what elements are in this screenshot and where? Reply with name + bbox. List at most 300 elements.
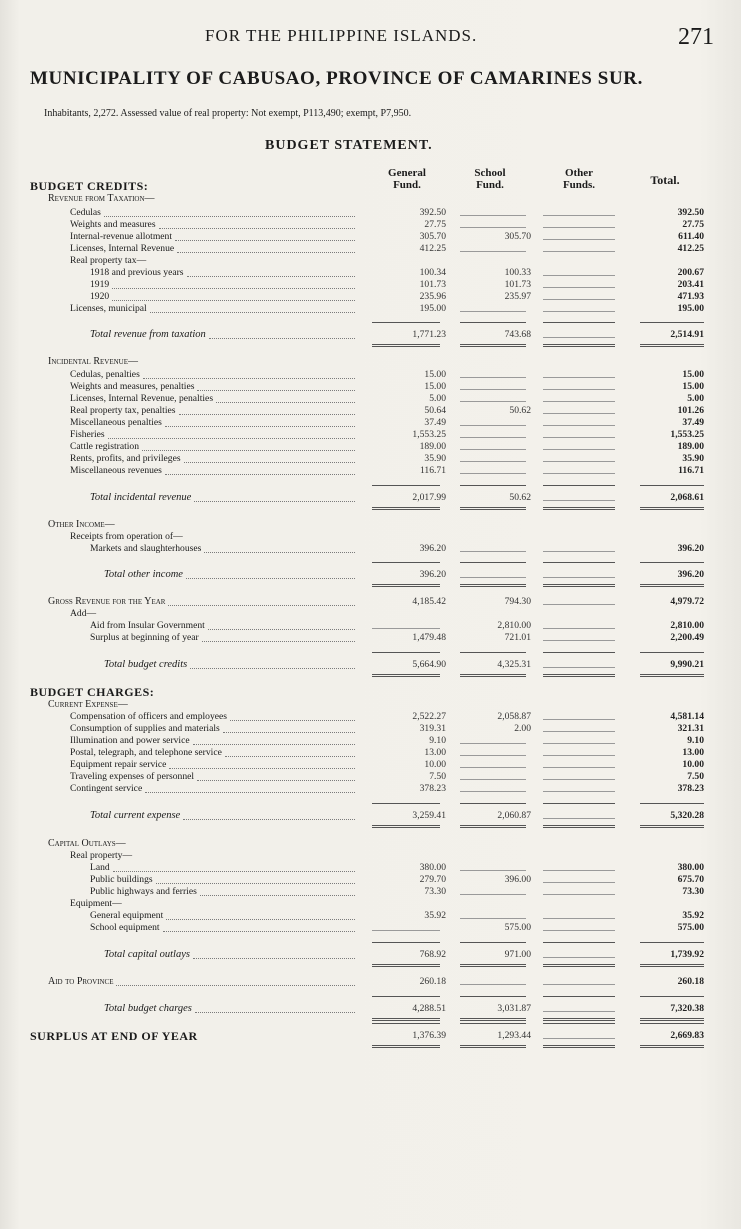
dot-leader	[183, 819, 355, 820]
total-double-rule	[640, 964, 704, 967]
empty-cell-line	[543, 311, 615, 312]
subtotal-rule	[640, 996, 704, 997]
school-fund-value: 235.97	[504, 291, 531, 302]
school-fund-value: 50.62	[509, 405, 531, 416]
empty-cell-line	[543, 930, 615, 931]
general-fund-value: 50.64	[424, 405, 446, 416]
row-label: SURPLUS AT END OF YEAR	[30, 1029, 198, 1043]
row-label: Real property—	[70, 850, 133, 861]
row-label: Internal-revenue allotment	[70, 231, 173, 242]
subtotal-rule	[372, 562, 440, 563]
empty-cell-line	[543, 628, 615, 629]
dot-leader	[179, 414, 355, 415]
column-header-total: Total.	[650, 173, 680, 187]
dot-leader	[202, 641, 355, 642]
table-row	[0, 711, 741, 723]
table-row	[0, 949, 741, 961]
table-row	[0, 303, 741, 315]
empty-cell-line	[460, 227, 526, 228]
school-fund-value: 2,060.87	[497, 810, 531, 821]
row-label: General equipment	[90, 910, 164, 921]
dot-leader	[166, 919, 355, 920]
total-double-rule	[543, 1045, 615, 1048]
row-label: Compensation of officers and employees	[70, 711, 228, 722]
school-fund-value: 794.30	[504, 596, 531, 607]
table-row	[0, 735, 741, 747]
school-fund-value: 4,325.31	[497, 659, 531, 670]
empty-cell-line	[460, 389, 526, 390]
row-label: Cattle registration	[70, 441, 140, 452]
total-value: 260.18	[677, 976, 704, 987]
empty-cell-line	[543, 640, 615, 641]
total-value: 9.10	[687, 735, 704, 746]
empty-cell-line	[460, 984, 526, 985]
school-fund-value: 50.62	[509, 492, 531, 503]
table-row	[0, 180, 741, 192]
total-value: 189.00	[677, 441, 704, 452]
row-label: Licenses, Internal Revenue, penalties	[70, 393, 214, 404]
row-label: Real property tax—	[70, 255, 147, 266]
subtotal-rule	[460, 996, 526, 997]
total-value: 321.31	[677, 723, 704, 734]
dot-leader	[108, 438, 355, 439]
dot-leader	[197, 390, 355, 391]
total-value: 412.25	[677, 243, 704, 254]
total-value: 396.20	[677, 569, 704, 580]
dot-leader	[186, 578, 355, 579]
general-fund-value: 1,479.48	[412, 632, 446, 643]
dot-leader	[150, 312, 355, 313]
total-double-rule	[640, 674, 704, 677]
table-row	[0, 771, 741, 783]
row-label: Consumption of supplies and materials	[70, 723, 220, 734]
row-label: Equipment repair service	[70, 759, 167, 770]
table-row	[0, 910, 741, 922]
total-value: 396.20	[677, 543, 704, 554]
total-value: 1,553.25	[670, 429, 704, 440]
empty-cell-line	[543, 337, 615, 338]
row-label: Total other income	[104, 569, 183, 580]
general-fund-value: 396.20	[419, 543, 446, 554]
row-label: BUDGET CHARGES:	[30, 685, 155, 699]
dot-leader	[175, 240, 355, 241]
empty-cell-line	[543, 667, 615, 668]
empty-cell-line	[543, 227, 615, 228]
empty-cell-line	[460, 461, 526, 462]
empty-cell-line	[543, 870, 615, 871]
dot-leader	[177, 252, 355, 253]
dot-leader	[184, 462, 355, 463]
table-row	[0, 441, 741, 453]
page-number: 271	[678, 24, 714, 50]
general-fund-value: 35.92	[424, 910, 446, 921]
total-double-rule	[640, 1045, 704, 1048]
row-label: Surplus at beginning of year	[90, 632, 199, 643]
table-row	[0, 543, 741, 555]
table-row	[0, 255, 741, 267]
empty-cell-line	[543, 239, 615, 240]
dot-leader	[113, 871, 355, 872]
total-double-rule	[460, 507, 526, 510]
subtotal-rule	[372, 803, 440, 804]
total-value: 13.00	[682, 747, 704, 758]
table-row	[0, 723, 741, 735]
empty-cell-line	[543, 918, 615, 919]
row-label: Miscellaneous revenues	[70, 465, 162, 476]
total-double-rule	[543, 825, 615, 828]
table-row	[0, 429, 741, 441]
total-double-rule	[460, 674, 526, 677]
general-fund-value: 5.00	[429, 393, 446, 404]
row-label: Total capital outlays	[104, 949, 190, 960]
general-fund-value: 100.34	[419, 267, 446, 278]
total-value: 380.00	[677, 862, 704, 873]
table-row	[0, 381, 741, 393]
general-fund-value: 412.25	[419, 243, 446, 254]
dot-leader	[112, 300, 355, 301]
subtotal-rule	[640, 322, 704, 323]
dot-leader	[163, 931, 355, 932]
total-double-rule	[460, 1018, 526, 1021]
empty-cell-line	[543, 604, 615, 605]
empty-cell-line	[543, 425, 615, 426]
table-row	[0, 207, 741, 219]
total-double-rule	[460, 344, 526, 347]
school-fund-value: 575.00	[504, 922, 531, 933]
row-label: Add—	[70, 608, 97, 619]
table-row	[0, 291, 741, 303]
total-value: 116.71	[678, 465, 704, 476]
dot-leader	[159, 228, 355, 229]
general-fund-value: 73.30	[424, 886, 446, 897]
empty-cell-line	[460, 870, 526, 871]
dot-leader	[165, 426, 355, 427]
subtotal-rule	[640, 803, 704, 804]
dot-leader	[223, 732, 355, 733]
empty-cell-line	[460, 311, 526, 312]
empty-cell-line	[543, 473, 615, 474]
dot-leader	[195, 1012, 355, 1013]
table-row	[0, 862, 741, 874]
row-label: Total budget charges	[104, 1003, 192, 1014]
general-fund-value: 116.71	[419, 465, 446, 476]
subtotal-rule	[543, 942, 615, 943]
row-label: Revenue from Taxation—	[48, 193, 155, 204]
subtotal-rule	[543, 562, 615, 563]
total-value: 15.00	[682, 381, 704, 392]
dot-leader	[142, 450, 355, 451]
row-label: Gross Revenue for the Year	[48, 596, 166, 607]
school-fund-value: 1,293.44	[497, 1030, 531, 1041]
row-label: Rents, profits, and privileges	[70, 453, 181, 464]
total-value: 9,990.21	[670, 659, 704, 670]
dot-leader	[190, 668, 355, 669]
total-double-rule	[372, 584, 440, 587]
total-double-rule	[640, 825, 704, 828]
general-fund-value: 260.18	[419, 976, 446, 987]
total-double-rule	[372, 344, 440, 347]
subtotal-rule	[543, 803, 615, 804]
table-row	[0, 886, 741, 898]
row-label: School equipment	[90, 922, 160, 933]
empty-cell-line	[543, 731, 615, 732]
empty-cell-line	[543, 275, 615, 276]
empty-cell-line	[543, 577, 615, 578]
total-value: 27.75	[682, 219, 704, 230]
general-fund-value: 35.90	[424, 453, 446, 464]
table-row	[0, 569, 741, 581]
dot-leader	[168, 605, 355, 606]
table-row	[0, 608, 741, 620]
dot-leader	[209, 338, 355, 339]
empty-cell-line	[543, 1011, 615, 1012]
total-value: 611.40	[678, 231, 704, 242]
empty-cell-line	[460, 425, 526, 426]
row-label: 1918 and previous years	[90, 267, 184, 278]
dot-leader	[116, 985, 355, 986]
empty-cell-line	[460, 551, 526, 552]
total-value: 101.26	[677, 405, 704, 416]
total-value: 378.23	[677, 783, 704, 794]
row-label: Total incidental revenue	[90, 492, 192, 503]
empty-cell-line	[460, 377, 526, 378]
dot-leader	[230, 720, 355, 721]
table-row	[0, 874, 741, 886]
general-fund-value: 396.20	[419, 569, 446, 580]
total-double-rule	[372, 825, 440, 828]
empty-cell-line	[543, 818, 615, 819]
empty-cell-line	[543, 437, 615, 438]
empty-cell-line	[460, 755, 526, 756]
empty-cell-line	[460, 437, 526, 438]
school-fund-value: 100.33	[504, 267, 531, 278]
total-double-rule	[543, 584, 615, 587]
general-fund-value: 1,553.25	[412, 429, 446, 440]
total-value: 7,320.38	[670, 1003, 704, 1014]
total-value: 1,739.92	[670, 949, 704, 960]
total-double-rule	[543, 507, 615, 510]
total-double-rule	[460, 964, 526, 967]
general-fund-value: 4,288.51	[412, 1003, 446, 1014]
total-value: 2,810.00	[670, 620, 704, 631]
empty-cell-line	[372, 628, 440, 629]
dot-leader	[104, 216, 355, 217]
table-row	[0, 922, 741, 934]
dot-leader	[225, 756, 355, 757]
row-label: Total budget credits	[104, 659, 188, 670]
row-label: Total current expense	[90, 810, 181, 821]
empty-cell-line	[543, 413, 615, 414]
total-value: 15.00	[682, 369, 704, 380]
school-fund-value: 396.00	[504, 874, 531, 885]
general-fund-value: 15.00	[424, 381, 446, 392]
total-value: 73.30	[682, 886, 704, 897]
total-value: 575.00	[677, 922, 704, 933]
empty-cell-line	[543, 299, 615, 300]
total-value: 4,581.14	[670, 711, 704, 722]
general-fund-value: 1,771.23	[412, 329, 446, 340]
empty-cell-line	[543, 449, 615, 450]
table-row	[0, 231, 741, 243]
dot-leader	[169, 768, 355, 769]
row-label: Total revenue from taxation	[90, 329, 206, 340]
total-value: 195.00	[677, 303, 704, 314]
table-row	[0, 465, 741, 477]
dot-leader	[143, 378, 355, 379]
subtotal-rule	[372, 996, 440, 997]
total-value: 35.92	[682, 910, 704, 921]
empty-cell-line	[543, 755, 615, 756]
table-row	[0, 596, 741, 608]
table-row	[0, 329, 741, 341]
general-fund-value: 37.49	[424, 417, 446, 428]
row-label: Equipment—	[70, 898, 122, 909]
total-double-rule	[372, 1018, 440, 1021]
total-double-rule	[372, 507, 440, 510]
empty-cell-line	[543, 287, 615, 288]
empty-cell-line	[460, 779, 526, 780]
dot-leader	[145, 792, 355, 793]
subtotal-rule	[543, 996, 615, 997]
subtotal-rule	[460, 1023, 526, 1024]
total-double-rule	[543, 964, 615, 967]
table-row	[0, 632, 741, 644]
total-double-rule	[460, 584, 526, 587]
dot-leader	[208, 629, 355, 630]
row-label: Weights and measures, penalties	[70, 381, 195, 392]
subtotal-rule	[372, 652, 440, 653]
total-value: 10.00	[682, 759, 704, 770]
school-fund-value: 2.00	[514, 723, 531, 734]
empty-cell-line	[460, 473, 526, 474]
subtotal-rule	[372, 322, 440, 323]
school-fund-value: 305.70	[504, 231, 531, 242]
empty-cell-line	[460, 251, 526, 252]
general-fund-value: 9.10	[429, 735, 446, 746]
row-label: Cedulas	[70, 207, 101, 218]
row-label: BUDGET CREDITS:	[30, 179, 149, 193]
row-label: Licenses, municipal	[70, 303, 147, 314]
empty-cell-line	[460, 767, 526, 768]
general-fund-value: 189.00	[419, 441, 446, 452]
general-fund-value: 13.00	[424, 747, 446, 758]
empty-cell-line	[460, 577, 526, 578]
school-fund-value: 101.73	[504, 279, 531, 290]
total-value: 2,514.91	[670, 329, 704, 340]
subtotal-rule	[640, 652, 704, 653]
table-row	[0, 453, 741, 465]
table-row	[0, 699, 741, 711]
document-subtitle: Inhabitants, 2,272. Assessed value of real property: Not exempt, P113,490; exempt, P7,950.	[44, 108, 412, 119]
general-fund-value: 2,522.27	[412, 711, 446, 722]
empty-cell-line	[460, 791, 526, 792]
empty-cell-line	[543, 401, 615, 402]
empty-cell-line	[543, 377, 615, 378]
general-fund-value: 2,017.99	[412, 492, 446, 503]
general-fund-value: 235.96	[419, 291, 446, 302]
dot-leader	[197, 780, 355, 781]
school-fund-value: 2,058.87	[497, 711, 531, 722]
total-value: 675.70	[677, 874, 704, 885]
general-fund-value: 15.00	[424, 369, 446, 380]
table-row	[0, 1003, 741, 1015]
table-row	[0, 492, 741, 504]
empty-cell-line	[543, 389, 615, 390]
subtotal-rule	[460, 652, 526, 653]
empty-cell-line	[543, 215, 615, 216]
row-label: Aid from Insular Government	[90, 620, 205, 631]
table-row	[0, 219, 741, 231]
total-value: 5.00	[687, 393, 704, 404]
empty-cell-line	[460, 894, 526, 895]
school-fund-value: 721.01	[504, 632, 531, 643]
empty-cell-line	[543, 882, 615, 883]
table-row	[0, 417, 741, 429]
subtotal-rule	[460, 803, 526, 804]
total-double-rule	[640, 344, 704, 347]
table-row	[0, 850, 741, 862]
subtotal-rule	[640, 562, 704, 563]
row-label: Receipts from operation of—	[70, 531, 183, 542]
school-fund-value: 971.00	[504, 949, 531, 960]
total-double-rule	[543, 674, 615, 677]
total-double-rule	[543, 344, 615, 347]
row-label: Aid to Province	[48, 976, 114, 987]
subtotal-rule	[372, 1023, 440, 1024]
subtotal-rule	[640, 485, 704, 486]
row-label: Public highways and ferries	[90, 886, 197, 897]
row-label: Land	[90, 862, 110, 873]
table-row	[0, 783, 741, 795]
empty-cell-line	[543, 894, 615, 895]
dot-leader	[200, 895, 355, 896]
empty-cell-line	[543, 984, 615, 985]
table-row	[0, 810, 741, 822]
total-double-rule	[372, 674, 440, 677]
row-label: Capital Outlays—	[48, 838, 126, 849]
dot-leader	[112, 288, 355, 289]
empty-cell-line	[543, 791, 615, 792]
dot-leader	[204, 552, 355, 553]
general-fund-value: 380.00	[419, 862, 446, 873]
total-value: 4,979.72	[670, 596, 704, 607]
column-header-other-funds: Other Funds.	[562, 167, 596, 191]
general-fund-value: 3,259.41	[412, 810, 446, 821]
running-head: FOR THE PHILIPPINE ISLANDS.	[205, 26, 478, 45]
total-value: 2,669.83	[670, 1030, 704, 1041]
general-fund-value: 5,664.90	[412, 659, 446, 670]
table-row	[0, 659, 741, 671]
general-fund-value: 392.50	[419, 207, 446, 218]
subtotal-rule	[640, 1023, 704, 1024]
table-row	[0, 976, 741, 988]
table-row	[0, 759, 741, 771]
total-value: 35.90	[682, 453, 704, 464]
empty-cell-line	[543, 767, 615, 768]
dot-leader	[194, 501, 355, 502]
total-value: 200.67	[677, 267, 704, 278]
subtotal-rule	[543, 322, 615, 323]
table-row	[0, 243, 741, 255]
school-fund-value: 2,810.00	[497, 620, 531, 631]
row-label: Miscellaneous penalties	[70, 417, 162, 428]
total-value: 2,200.49	[670, 632, 704, 643]
table-row	[0, 1030, 741, 1042]
total-double-rule	[543, 1018, 615, 1021]
empty-cell-line	[543, 1038, 615, 1039]
total-value: 471.93	[677, 291, 704, 302]
subtotal-rule	[460, 485, 526, 486]
